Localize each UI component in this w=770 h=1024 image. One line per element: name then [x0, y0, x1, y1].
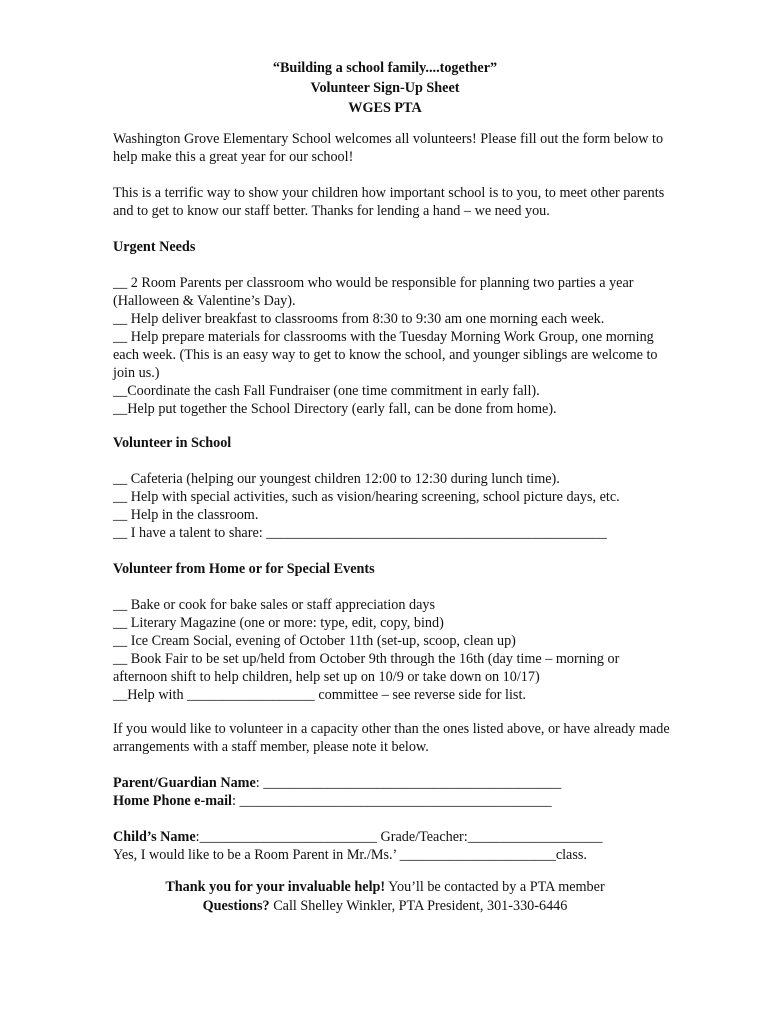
thank-you-bold: Thank you for your invaluable help! [165, 879, 386, 895]
urgent-item-materials: __ Help prepare materials for classrooms with the Tuesday Morning Work Group, one morning each week. (This is an easy way to get to know the school, and younger siblings are welcome to join us.) [113, 329, 658, 381]
urgent-needs-heading-block [113, 238, 673, 256]
document-header [0, 58, 770, 118]
questions-line [0, 897, 770, 916]
home-heading-block [113, 560, 673, 578]
other-paragraph [113, 720, 673, 756]
intro-text-1: Washington Grove Elementary School welcomes all volunteers! Please fill out the form below to help make this a great year for our school! [113, 131, 664, 165]
urgent-item-directory: __Help put together the School Directory (early fall, can be done from home). [113, 401, 557, 417]
contact-form [113, 774, 673, 810]
urgent-item-room-parents: __ 2 Room Parents per classroom who would be responsible for planning two parties a year (Halloween & Valentine’s Day). [113, 275, 634, 309]
intro-paragraph-2 [113, 184, 673, 220]
school-item-classroom: __ Help in the classroom. [113, 507, 259, 523]
urgent-item-breakfast: __ Help deliver breakfast to classrooms from 8:30 to 9:30 am one morning each week. [113, 311, 605, 327]
volunteer-from-home-heading: Volunteer from Home or for Special Events [113, 561, 375, 577]
parent-name-row [113, 774, 673, 792]
child-grade-fields[interactable]: :_________________________ Grade/Teacher:___________________ [195, 829, 603, 845]
footer [0, 878, 770, 916]
intro-text-2: This is a terrific way to show your children how important school is to you, to meet other parents and to get to know our staff better. Thanks for lending a hand – we need you. [113, 185, 665, 219]
home-item-committee: __Help with __________________ committee – see reverse side for list. [113, 687, 526, 703]
child-form [113, 828, 673, 864]
intro-paragraph-1 [113, 130, 673, 166]
urgent-needs-list [113, 274, 673, 418]
urgent-item-fundraiser: __Coordinate the cash Fall Fundraiser (one time commitment in early fall). [113, 383, 540, 399]
slogan: “Building a school family....together” [272, 60, 498, 76]
phone-email-row [113, 792, 673, 810]
home-item-ice-cream-social: __ Ice Cream Social, evening of October 11th (set-up, scoop, clean up) [113, 633, 516, 649]
volunteer-in-school-heading: Volunteer in School [113, 435, 232, 451]
home-item-bake: __ Bake or cook for bake sales or staff appreciation days [113, 597, 435, 613]
school-heading-block [113, 434, 673, 452]
school-item-cafeteria: __ Cafeteria (helping our youngest children 12:00 to 12:30 during lunch time). [113, 471, 560, 487]
home-item-literary-magazine: __ Literary Magazine (one or more: type, edit, copy, bind) [113, 615, 444, 631]
phone-email-field[interactable]: : ____________________________________________ [232, 793, 552, 809]
parent-name-field[interactable]: : __________________________________________ [255, 775, 562, 791]
child-name-row [113, 828, 673, 846]
home-item-book-fair: __ Book Fair to be set up/held from October 9th through the 16th (day time – morning or afternoon shift to help children, help set up on 10/9 or take down on 10/17) [113, 651, 620, 685]
document-title: Volunteer Sign-Up Sheet [310, 80, 460, 96]
phone-email-label: Home Phone e-mail [113, 793, 232, 809]
school-item-talent: __ I have a talent to share: ________________________________________________ [113, 525, 607, 541]
home-list [113, 596, 673, 704]
questions-contact: Call Shelley Winkler, PTA President, 301-330-6446 [269, 898, 568, 914]
thank-you-rest: You’ll be contacted by a PTA member [385, 879, 605, 895]
questions-bold: Questions? [202, 898, 270, 914]
school-item-special-activities: __ Help with special activities, such as vision/hearing screening, school picture days, etc. [113, 489, 620, 505]
urgent-needs-heading: Urgent Needs [113, 239, 196, 255]
child-name-label: Child’s Name [113, 829, 196, 845]
school-list [113, 470, 673, 542]
organization-name: WGES PTA [348, 100, 422, 116]
thank-you-line [0, 878, 770, 897]
room-parent-row[interactable]: Yes, I would like to be a Room Parent in Mr./Ms.’ ______________________class. [113, 847, 587, 863]
parent-name-label: Parent/Guardian Name [113, 775, 256, 791]
other-capacity-text: If you would like to volunteer in a capacity other than the ones listed above, or have already made arrangements with a staff member, please note it below. [113, 721, 670, 755]
